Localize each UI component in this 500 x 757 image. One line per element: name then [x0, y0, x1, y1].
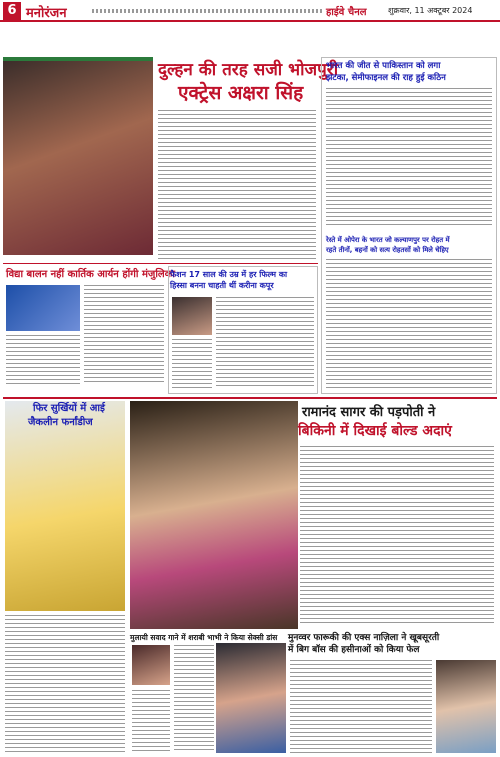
cricket-headline-2: झटका, सेमीफाइनल की राह हुई कठिन — [326, 73, 446, 83]
story3-headline-1: रेस्ते में ओपेरा के भारत जो कल्याणपुर पर रोहत में — [326, 236, 450, 244]
page-header — [0, 0, 500, 22]
jacqueline-headline-2: जैकलीन फर्नांडीज — [28, 417, 93, 428]
akshara-story-text — [158, 110, 316, 260]
story3-headline-2: रहते तीनों, बहनों को सत्य रोहतसों को मिले चेहिए — [326, 246, 449, 254]
akshara-headline-2: एक्ट्रेस अक्षरा सिंह — [178, 82, 304, 104]
kareena-story-text — [216, 297, 314, 389]
vidya-headline: विद्या बालन नहीं कार्तिक आर्यन होंगी मंजुलिका — [6, 269, 175, 280]
ramanand-headline-2: बिकिनी में दिखाई बोल्ड अदाएं — [298, 423, 452, 439]
kareena-photo — [172, 297, 212, 335]
page-number: 6 — [3, 2, 21, 20]
nazila-photo — [436, 660, 496, 753]
divider — [3, 263, 318, 264]
bhabhi-headline: मुलायी सवाद गाने में शराबी भाभी ने किया सेक्सी डांस — [130, 633, 278, 642]
jacqueline-story-text — [5, 615, 125, 755]
vidya-photo — [6, 285, 80, 331]
bhabhi-story-text-2 — [132, 690, 170, 753]
akshara-singh-photo — [3, 60, 153, 255]
header-stripe — [92, 9, 322, 13]
vidya-story-text — [84, 285, 164, 385]
bhabhi-story-text — [174, 645, 214, 753]
kareena-headline-1: फैशन 17 साल की उम्र में हर फिल्म का — [170, 270, 288, 279]
vidya-story-text-2 — [6, 335, 80, 385]
bhabhi-dance-photo — [216, 643, 286, 753]
kareena-headline-2: हिस्सा बनना चाहती थीं करीना कपूर — [170, 281, 274, 290]
newspaper-name: हाईवे चैनल — [326, 7, 367, 18]
nazila-story-text — [290, 660, 432, 753]
photo-top-border — [3, 57, 153, 61]
divider-2 — [3, 397, 497, 399]
section-title: मनोरंजन — [26, 6, 67, 21]
cricket-story-text — [326, 88, 492, 228]
akshara-headline-1: दुल्हन की तरह सजी भोजपुरी — [158, 60, 339, 80]
cricket-headline-1: भारत की जीत से पाकिस्तान को लगा — [326, 61, 441, 71]
issue-date: शुक्रवार, 11 अक्टूबर 2024 — [388, 6, 473, 15]
jacqueline-headline-1: फिर सुर्खियों में आई — [33, 403, 105, 414]
kareena-story-text-2 — [172, 339, 212, 389]
ramanand-granddaughter-photo — [130, 401, 298, 629]
ramanand-headline-1: रामानंद सागर की पड़पोती ने — [302, 405, 436, 420]
jacqueline-photo — [5, 401, 125, 611]
ramanand-story-text — [300, 446, 494, 626]
bhabhi-photo — [132, 645, 170, 685]
nazila-headline-1: मुनव्वर फारूकी की एक्स नाज़िला ने खूबसूरती — [288, 633, 440, 643]
story3-text — [326, 259, 492, 389]
nazila-headline-2: में बिग बॉस की हसीनाओं को किया फेल — [288, 645, 420, 655]
